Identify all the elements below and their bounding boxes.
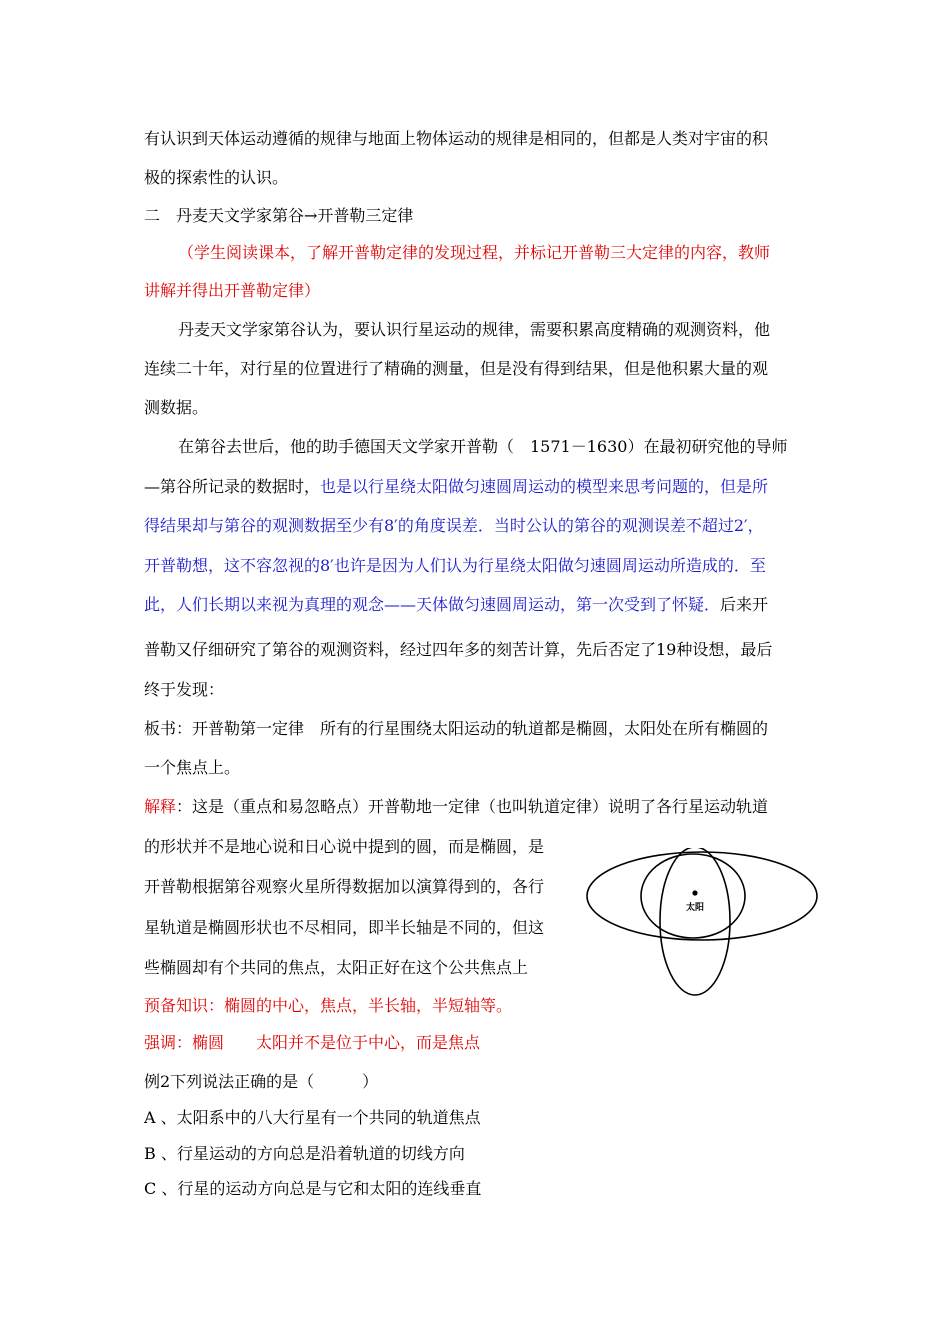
explanation-label: 解释 <box>144 797 177 816</box>
sun-icon <box>692 890 697 895</box>
text-line: 的形状并不是地心说和日心说中提到的圆，而是椭圆，是 <box>144 837 545 856</box>
example-question: 例2下列说法正确的是（ ） <box>144 1072 379 1091</box>
text-line: 些椭圆却有个共同的焦点，太阳正好在这个公共焦点上 <box>144 958 529 977</box>
sun-label: 太阳 <box>685 903 705 913</box>
text-line: 极的探索性的认识。 <box>144 168 289 187</box>
orbit-diagram <box>585 848 825 1000</box>
highlighted-text: 也是以行星绕太阳做匀速圆周运动的模型来思考问题的，但是所 <box>320 477 769 496</box>
section-heading: 二 丹麦天文学家第谷→开普勒三定律 <box>144 206 414 225</box>
text-line: 在第谷去世后，他的助手德国天文学家开普勒（ 1571－1630）在最初研究他的导师 <box>178 437 788 456</box>
board-note: 板书：开普勒第一定律 所有的行星围绕太阳运动的轨道都是椭圆，太阳处在所有椭圆的 <box>144 719 769 738</box>
text-line: 连续二十年，对行星的位置进行了精确的测量，但是没有得到结果，但是他积累大量的观 <box>144 359 769 378</box>
prerequisite-note: 预备知识：椭圆的中心，焦点，半长轴，半短轴等。 <box>144 996 513 1015</box>
text-line <box>144 595 768 615</box>
teaching-note: （学生阅读课本，了解开普勒定律的发现过程，并标记开普勒三大定律的内容，教师 <box>178 243 771 262</box>
option-b: B 、行星运动的方向总是沿着轨道的切线方向 <box>144 1144 465 1163</box>
text-line: 有认识到天体运动遵循的规律与地面上物体运动的规律是相同的，但都是人类对宇宙的积 <box>144 129 769 148</box>
text-line <box>144 477 768 497</box>
orbit-ellipse-vertical <box>660 848 730 995</box>
option-a: A 、太阳系中的八大行星有一个共同的轨道焦点 <box>144 1108 481 1127</box>
text-line: 开普勒根据第谷观察火星所得数据加以演算得到的，各行 <box>144 877 545 896</box>
option-c: C 、行星的运动方向总是与它和太阳的连线垂直 <box>144 1179 482 1198</box>
text-line: 普勒又仔细研究了第谷的观测资料，经过四年多的刻苦计算，先后否定了19种设想，最后 <box>144 640 773 659</box>
text-segment: 后来开 <box>720 595 769 614</box>
teaching-note: 讲解并得出开普勒定律） <box>144 281 321 300</box>
text-line: 星轨道是椭圆形状也不尽相同，即半长轴是不同的，但这 <box>144 918 545 937</box>
text-line: 终于发现： <box>144 680 225 699</box>
text-line: 丹麦天文学家第谷认为，要认识行星运动的规律，需要积累高度精确的观测资料，他 <box>178 320 771 339</box>
highlighted-text: 此，人们长期以来视为真理的观念——天体做匀速圆周运动，第一次受到了怀疑． <box>144 595 721 614</box>
text-segment: ：这是（重点和易忽略点）开普勒地一定律（也叫轨道定律）说明了各行星运动轨道 <box>176 797 769 816</box>
orbit-ellipse-horizontal <box>587 852 817 940</box>
explanation-line <box>144 797 768 817</box>
highlighted-text: 开普勒想，这不容忽视的8′也许是因为人们认为行星绕太阳做匀速圆周运动所造成的．至 <box>144 556 766 575</box>
text-line: 一个焦点上。 <box>144 758 241 777</box>
text-segment: —第谷所记录的数据时， <box>144 477 321 496</box>
text-line: 测数据。 <box>144 398 209 417</box>
emphasis-note: 强调：椭圆 太阳并不是位于中心，而是焦点 <box>144 1033 481 1052</box>
highlighted-text: 得结果却与第谷的观测数据至少有8′的角度误差．当时公认的第谷的观测误差不超过2′， <box>144 516 764 535</box>
